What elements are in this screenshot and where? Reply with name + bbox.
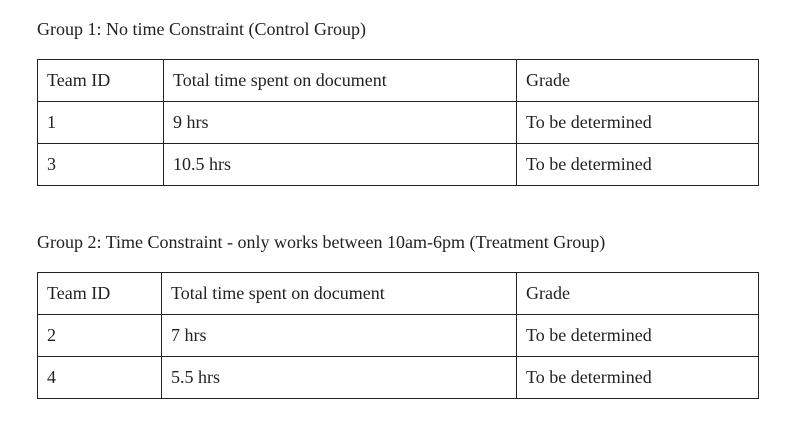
table-row bbox=[38, 357, 759, 399]
cell-total-time[interactable]: 5.5 hrs bbox=[162, 357, 517, 399]
header-team-id[interactable]: Team ID bbox=[38, 60, 164, 102]
cell-grade[interactable]: To be determined bbox=[517, 102, 759, 144]
cell-grade[interactable]: To be determined bbox=[517, 315, 759, 357]
cell-total-time[interactable]: 10.5 hrs bbox=[164, 144, 517, 186]
header-grade[interactable]: Grade bbox=[517, 60, 759, 102]
header-total-time[interactable]: Total time spent on document bbox=[164, 60, 517, 102]
cell-team-id[interactable]: 3 bbox=[38, 144, 164, 186]
cell-team-id[interactable]: 4 bbox=[38, 357, 162, 399]
group1-heading: Group 1: No time Constraint (Control Group) bbox=[37, 19, 366, 39]
table-row bbox=[38, 102, 759, 144]
cell-team-id[interactable]: 1 bbox=[38, 102, 164, 144]
cell-grade[interactable]: To be determined bbox=[517, 357, 759, 399]
cell-grade[interactable]: To be determined bbox=[517, 144, 759, 186]
group1-table bbox=[37, 59, 759, 186]
cell-total-time[interactable]: 9 hrs bbox=[164, 102, 517, 144]
header-total-time[interactable]: Total time spent on document bbox=[162, 273, 517, 315]
group2-heading: Group 2: Time Constraint - only works between 10am-6pm (Treatment Group) bbox=[37, 232, 606, 252]
table-row bbox=[38, 315, 759, 357]
header-team-id[interactable]: Team ID bbox=[38, 273, 162, 315]
cell-total-time[interactable]: 7 hrs bbox=[162, 315, 517, 357]
header-grade[interactable]: Grade bbox=[517, 273, 759, 315]
table-row bbox=[38, 144, 759, 186]
table-header-row bbox=[38, 60, 759, 102]
group2-table bbox=[37, 272, 759, 399]
table-header-row bbox=[38, 273, 759, 315]
cell-team-id[interactable]: 2 bbox=[38, 315, 162, 357]
